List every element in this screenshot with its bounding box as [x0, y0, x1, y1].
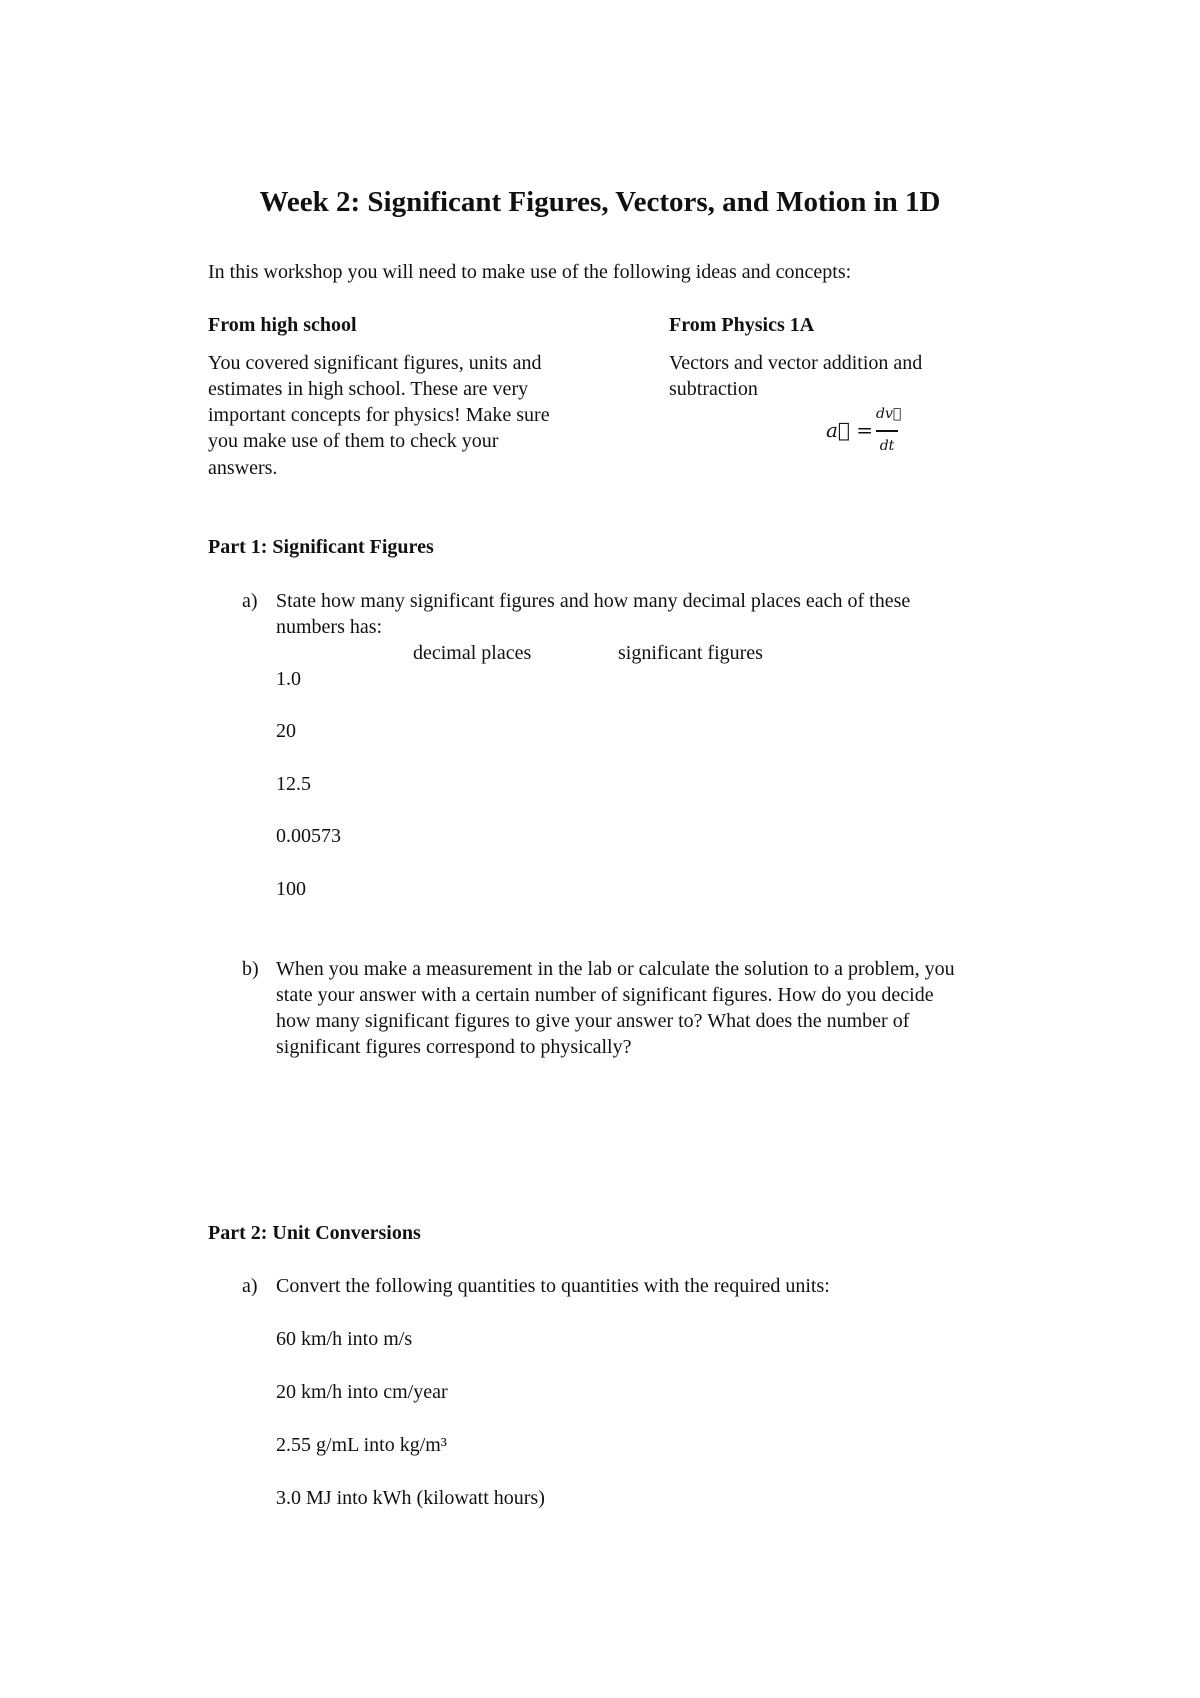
equation-lhs: a⃗ = — [826, 418, 874, 442]
equation-numerator: dv⃗ — [876, 406, 902, 422]
part2-heading: Part 2: Unit Conversions — [208, 1222, 421, 1244]
column-header-decimal-places: decimal places — [413, 642, 532, 664]
equation-denominator: dt — [879, 438, 895, 454]
part1-a-line: numbers has: — [276, 616, 383, 638]
part1-b-line: how many significant figures to give your answer to? What does the number of — [276, 1010, 910, 1032]
page-title: Week 2: Significant Figures, Vectors, and Motion in 1D — [259, 186, 941, 218]
number-item: 100 — [276, 878, 306, 900]
left-col-line: important concepts for physics! Make sure — [208, 404, 550, 426]
number-item: 1.0 — [276, 668, 301, 690]
part1-b-line: When you make a measurement in the lab or calculate the solution to a problem, you — [276, 958, 955, 980]
right-col-line: Vectors and vector addition and — [669, 352, 923, 374]
part1-b-label: b) — [242, 958, 259, 980]
number-item: 20 — [276, 720, 296, 742]
number-item: 12.5 — [276, 773, 311, 795]
conversion-item: 60 km/h into m/s — [276, 1328, 413, 1350]
left-col-line: estimates in high school. These are very — [208, 378, 529, 400]
column-header-significant-figures: significant figures — [618, 642, 763, 664]
left-col-line: you make use of them to check your — [208, 430, 499, 452]
number-item: 0.00573 — [276, 825, 341, 847]
part1-heading: Part 1: Significant Figures — [208, 536, 434, 558]
left-col-line: You covered significant figures, units and — [208, 352, 542, 374]
left-col-line: answers. — [208, 457, 278, 479]
part1-b-line: significant figures correspond to physically? — [276, 1036, 632, 1058]
conversion-item: 2.55 g/mL into kg/m³ — [276, 1434, 447, 1456]
acceleration-equation — [826, 400, 906, 460]
left-col-heading: From high school — [208, 314, 357, 336]
right-col-line: subtraction — [669, 378, 758, 400]
part2-a-text: Convert the following quantities to quantities with the required units: — [276, 1275, 830, 1297]
fraction-bar — [876, 430, 898, 432]
part1-b-line: state your answer with a certain number of significant figures. How do you decide — [276, 984, 934, 1006]
conversion-item: 20 km/h into cm/year — [276, 1381, 448, 1403]
right-col-heading: From Physics 1A — [669, 314, 815, 336]
part1-a-label: a) — [242, 590, 258, 612]
part1-a-line: State how many significant figures and how many decimal places each of these — [276, 590, 911, 612]
part2-a-label: a) — [242, 1275, 258, 1297]
intro-text: In this workshop you will need to make use of the following ideas and concepts: — [208, 261, 852, 283]
conversion-item: 3.0 MJ into kWh (kilowatt hours) — [276, 1487, 545, 1509]
